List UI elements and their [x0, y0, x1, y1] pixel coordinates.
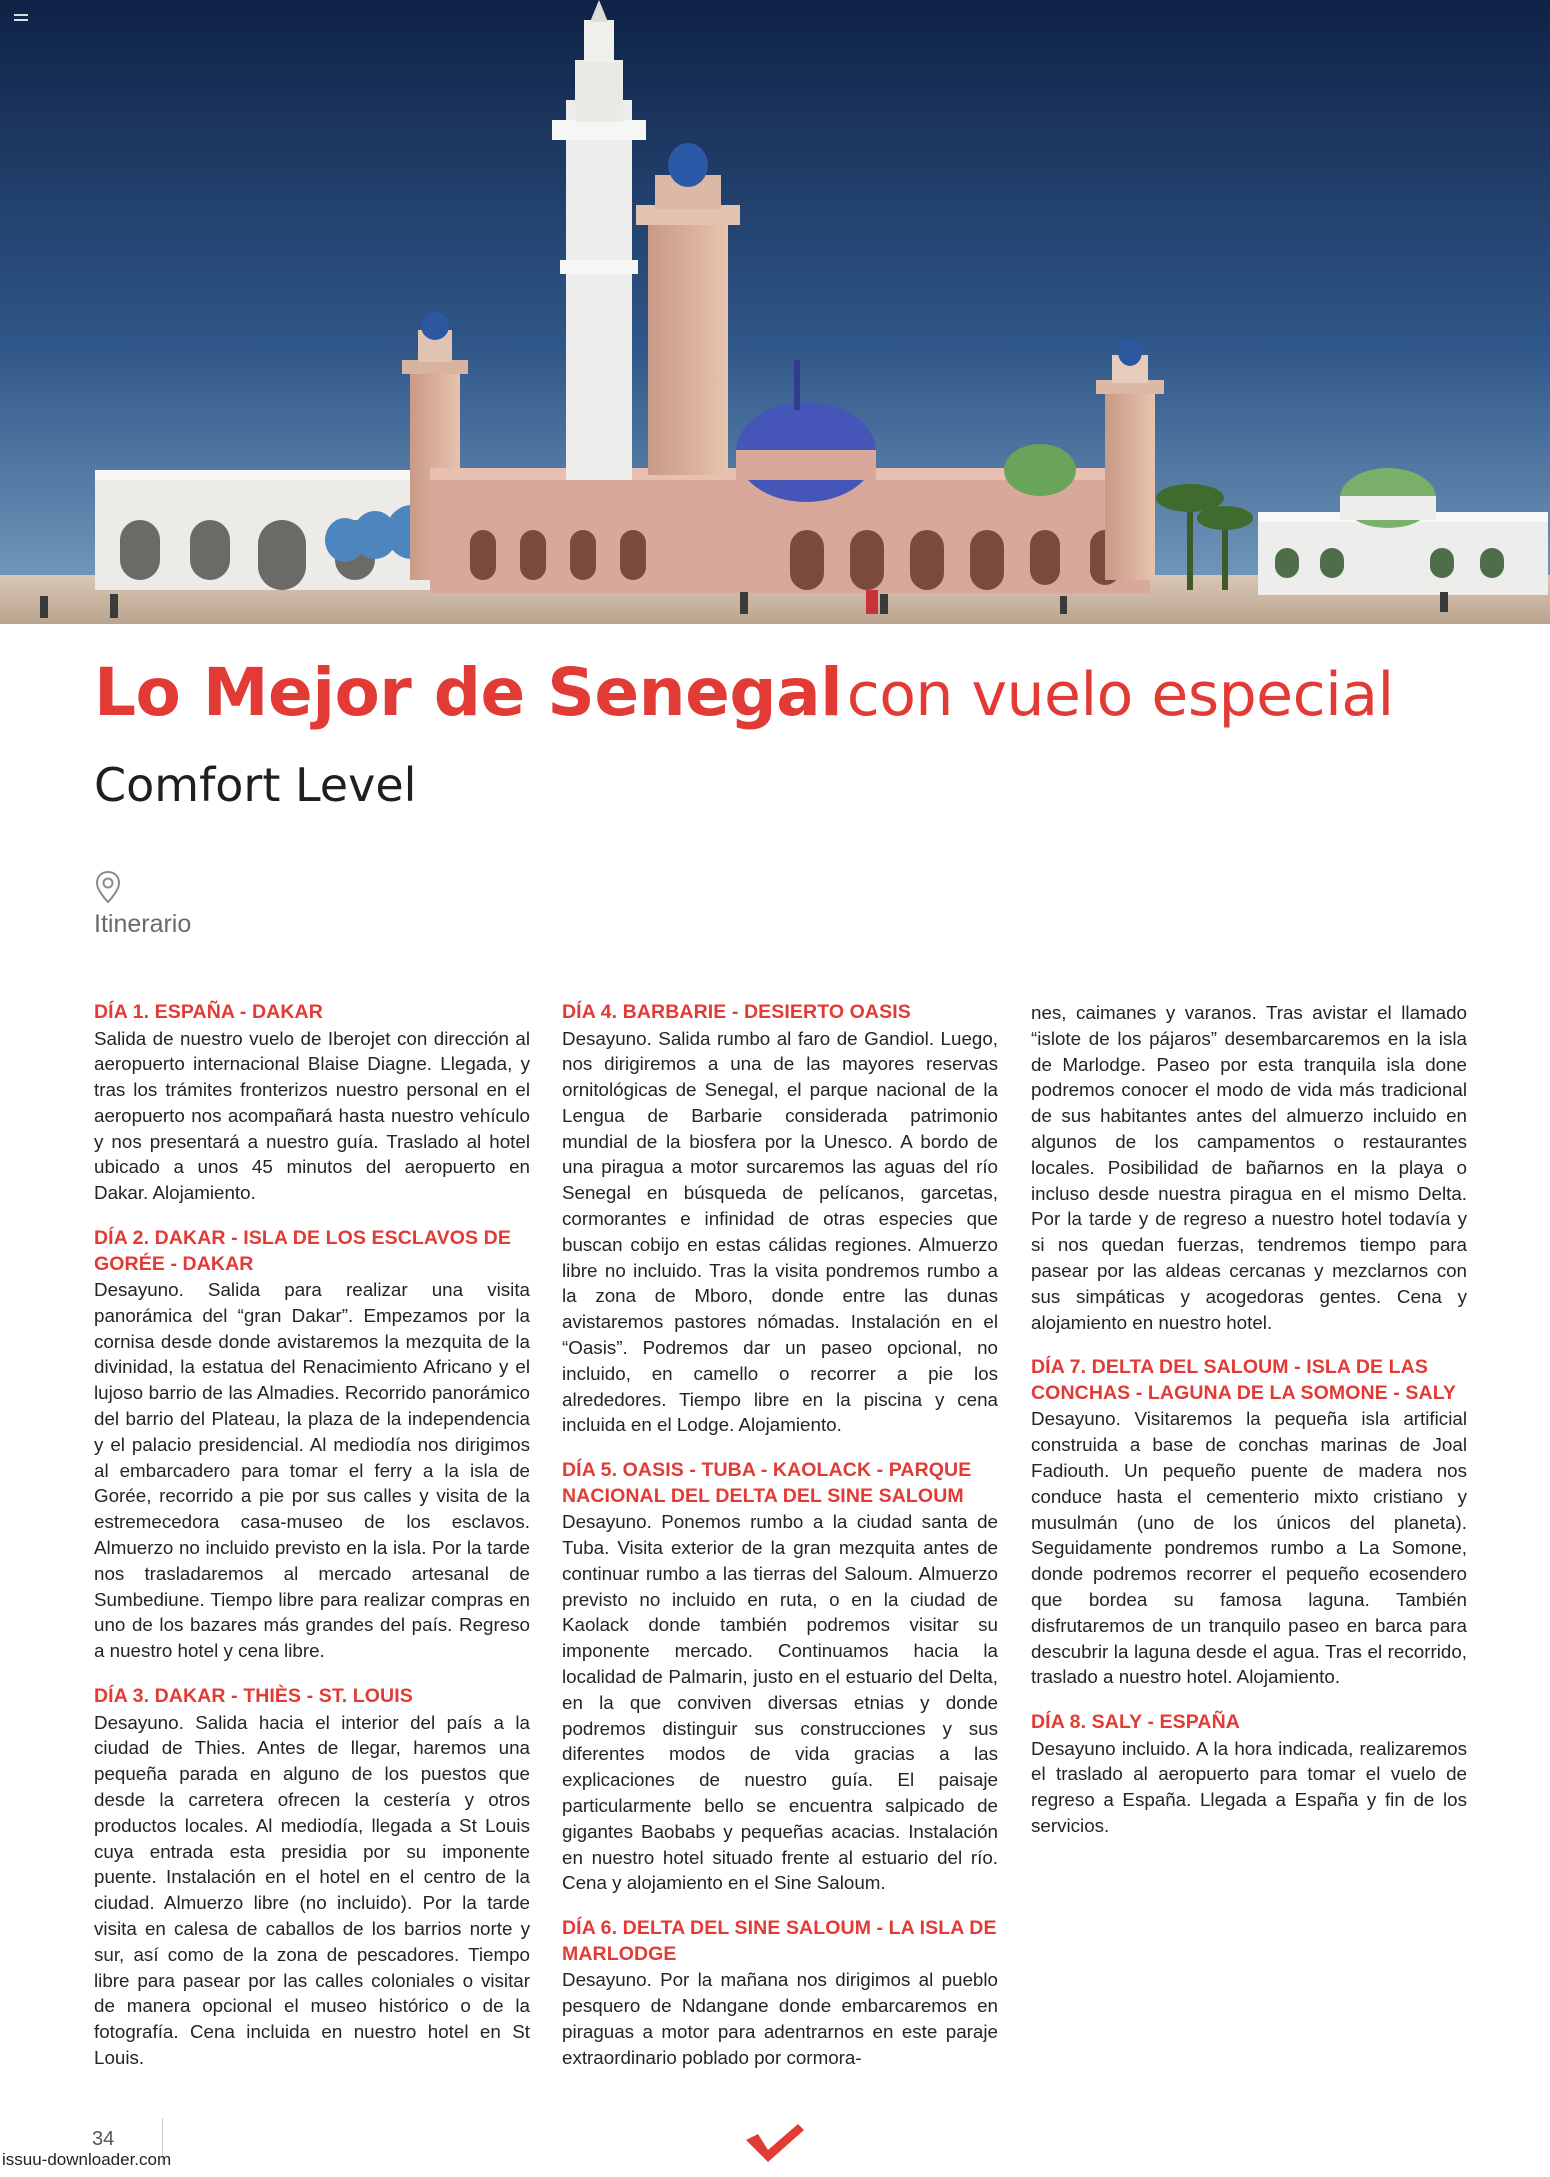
day-heading: DÍA 2. DAKAR - ISLA DE LOS ESCLAVOS DE GORÉE - DAKAR [94, 1227, 511, 1275]
day-text: Salida de nuestro vuelo de Iberojet con dirección al aeropuerto internacional Blaise Diagne. Llegada, y tras los trámites fronterizos nuestro personal en el aeropuerto nos acompañará hasta nuestro vehículo y nos presentará a nuestro guía. Traslado al hotel ubicado a unos 45 minutos del aeropuerto en Dakar. Alojamiento. [94, 1027, 530, 1204]
page-subtitle: Comfort Level [94, 758, 417, 812]
day-text: Desayuno. Visitaremos la pequeña isla artificial construida a base de conchas marinas de Joal Fadiouth. Un pequeño puente de madera nos conduce hasta el cementerio mixto cristiano y musulmán (uno de los únicos del planeta). Seguidamente pondremos rumbo a La Somone, donde podremos recorrer el pequeño ecosendero que bordea su famosa laguna. También disfrutaremos de un tranquilo paseo en barca para descubrir la laguna desde el agua. Tras el recorrido, traslado a nuestro hotel. Alojamiento. [1031, 1408, 1467, 1688]
location-pin-icon [94, 870, 122, 909]
day-text: Desayuno. Ponemos rumbo a la ciudad santa de Tuba. Visita exterior de la gran mezquita antes de continuar rumbo a las tierras del Saloum. Almuerzo previsto no incluido en ruta, o en la ciudad de Kaolack donde también podremos visitar su imponente mercado. Continuamos hacia la localidad de Palmarin, justo en el estuario del Delta, en la que conviven diversas etnias y donde podremos distinguir sus construcciones y sus diferentes modos de vida gracias a las explicaciones de nuestro guía. El paisaje particularmente bello se encuentra salpicado de gigantes Baobabs y pequeñas acacias. Instalación en nuestro hotel situado frente al estuario del río. Cena y alojamiento en el Sine Saloum. [562, 1511, 998, 1894]
watermark: issuu-downloader.com [2, 2150, 172, 2169]
day-4 [562, 1000, 998, 1438]
day-8 [1031, 1710, 1467, 1839]
mosque-photo-icon [0, 0, 1550, 624]
title-bold: Lo Mejor de Senegal [94, 654, 843, 731]
day-heading: DÍA 7. DELTA DEL SALOUM - ISLA DE LAS CONCHAS - LAGUNA DE LA SOMONE - SALY [1031, 1356, 1457, 1404]
menu-icon[interactable] [14, 14, 28, 26]
day-heading: DÍA 6. DELTA DEL SINE SALOUM - LA ISLA DE MARLODGE [562, 1917, 997, 1965]
itinerary-column-3 [1031, 1000, 1467, 1859]
section-label: Itinerario [94, 910, 192, 938]
day-text: Desayuno. Por la mañana nos dirigimos al pueblo pesquero de Ndangane donde embarcaremos en piraguas a motor para adentrarnos en este paraje extraordinario poblado por cormora- [562, 1969, 998, 2068]
day-6-continuation [1031, 1000, 1467, 1335]
checkmark-logo-icon [742, 2120, 808, 2169]
day-3 [94, 1684, 530, 2071]
day-text: nes, caimanes y varanos. Tras avistar el llamado “islote de los pájaros” desembarcaremos en la isla de Marlodge. Paseo por esta tranquila isla done podremos conocer el modo de vida más tradicional de sus habitantes antes del almuerzo incluido en algunos de los campamentos o restaurantes locales. Posibilidad de bañarnos en la playa o incluso desde nuestra piragua en el mismo Delta. Por la tarde y de regreso a nuestro hotel todavía y si nos quedan fuerzas, tendremos tiempo para pasear por las aldeas cercanas y mezclarnos con sus simpáticas y acogedoras gentes. Cena y alojamiento en nuestro hotel. [1031, 1002, 1467, 1333]
day-heading: DÍA 8. SALY - ESPAÑA [1031, 1711, 1240, 1734]
day-6 [562, 1916, 998, 2070]
day-heading: DÍA 3. DAKAR - THIÈS - ST. LOUIS [94, 1685, 413, 1708]
day-heading: DÍA 5. OASIS - TUBA - KAOLACK - PARQUE NACIONAL DEL DELTA DEL SINE SALOUM [562, 1459, 972, 1507]
page-title [94, 654, 1394, 731]
day-text: Desayuno. Salida rumbo al faro de Gandiol. Luego, nos dirigiremos a una de las mayores reservas ornitológicas de Senegal, el parque nacional de la Lengua de Barbarie considerada patrimonio mundial de la biosfera por la Unesco. A bordo de una piragua a motor surcaremos las aguas del río Senegal en búsqueda de pelícanos, garcetas, cormorantes e infinidad de otras especies que buscan cobijo en estas cálidas regiones. Almuerzo libre no incluido. Tras la visita pondremos rumbo a la zona de Mboro, donde entre las dunas avistaremos pastores nómadas. Instalación en el “Oasis”. Podremos dar un paseo opcional, no incluido, en camello o recorrer a pie los alrededores. Tiempo libre en la piscina y cena incluida en el Lodge. Alojamiento. [562, 1027, 998, 1436]
itinerary-column-2 [562, 1000, 998, 2090]
day-5 [562, 1458, 998, 1896]
itinerary-column-1 [94, 1000, 530, 2091]
title-light: con vuelo especial [846, 660, 1394, 730]
day-heading: DÍA 4. BARBARIE - DESIERTO OASIS [562, 1001, 911, 1023]
hero-image [0, 0, 1550, 624]
day-text: Desayuno incluido. A la hora indicada, realizaremos el traslado al aeropuerto para tomar el vuelo de regreso a España. Llegada a España y fin de los servicios. [1031, 1737, 1467, 1837]
day-text: Desayuno. Salida para realizar una visita panorámica del “gran Dakar”. Empezamos por la cornisa desde donde avistaremos la mezquita de la divinidad, la estatua del Renacimiento Africano y el lujoso barrio de las Almadies. Recorrido panorámico del barrio del Plateau, la plaza de la independencia y el palacio presidencial. Al mediodía nos dirigimos al embarcadero para tomar el ferry a la isla de Gorée, recorrido a pie por sus calles y visita de la estremecedora casa-museo de los esclavos. Almuerzo no incluido previsto en la isla. Por la tarde nos trasladaremos al mercado artesanal de Sumbediune. Tiempo libre para realizar compras en uno de los bazares más grandes del país. Regreso a nuestro hotel y cena libre. [94, 1279, 530, 1662]
day-1 [94, 1000, 530, 1206]
day-text: Desayuno. Salida hacia el interior del país a la ciudad de Thies. Antes de llegar, haremos una pequeña parada en alguno de los puestos que desde la carretera ofrecen la cestería y otros productos locales. Al mediodía, llegada a St Louis cuya entrada esta presidia por su imponente puente. Instalación en el hotel en el centro de la ciudad. Almuerzo libre (no incluido). Por la tarde visita en calesa de caballos de los barrios norte y sur, así como de la zona de pescadores. Tiempo libre para pasear por las calles coloniales o visitar de manera opcional el museo histórico o de la fotografía. Cena incluida en nuestro hotel en St Louis. [94, 1711, 530, 2068]
day-7 [1031, 1355, 1467, 1690]
page-number: 34 [92, 2128, 115, 2150]
day-heading: DÍA 1. ESPAÑA - DAKAR [94, 1001, 323, 1023]
day-2 [94, 1226, 530, 1664]
